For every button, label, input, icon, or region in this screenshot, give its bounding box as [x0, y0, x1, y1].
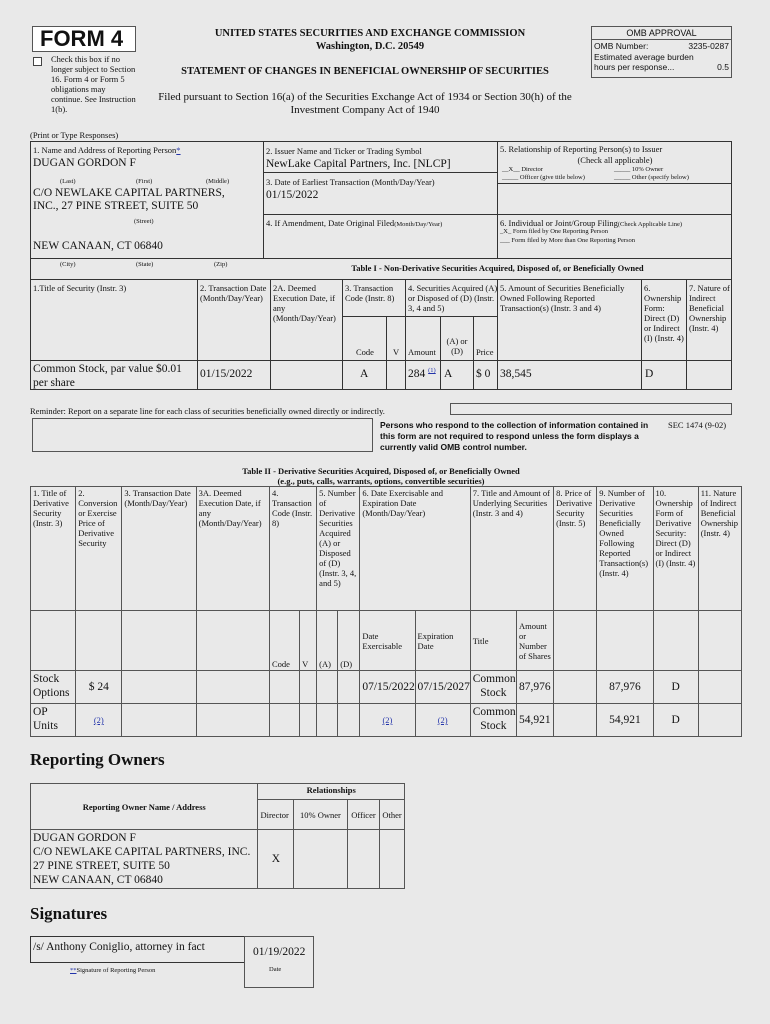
t1-price: Price — [476, 347, 494, 357]
print-or-type: (Print or Type Responses) — [30, 130, 119, 140]
statement-title: STATEMENT OF CHANGES IN BENEFICIAL OWNERSHIP OF SECURITIES — [181, 66, 549, 77]
t1-h2a: 2A. Deemed Execution Date, if any (Month/Day/Year) — [273, 283, 336, 323]
omb-title: OMB APPROVAL — [592, 27, 731, 40]
t2-h2: 2. Conversion or Exercise Price of Derivative Security — [76, 487, 122, 611]
t2-a: (A) — [317, 611, 338, 671]
address-line1: C/O NEWLAKE CAPITAL PARTNERS, — [33, 187, 225, 199]
table-row — [31, 704, 742, 737]
signature-footnote-link[interactable]: ** — [70, 967, 77, 974]
t2-h11: 11. Nature of Indirect Beneficial Ownership (Instr. 4) — [698, 487, 741, 611]
t2-r0-form: D — [653, 671, 698, 704]
zip-caption: (Zip) — [214, 261, 228, 268]
reporting-person-name: DUGAN GORDON F — [33, 157, 136, 169]
owner-line4: NEW CANAAN, CT 06840 — [33, 874, 163, 886]
t2-r1-utitle: Common Stock — [470, 704, 516, 737]
date-box — [244, 936, 314, 988]
reminder-field — [450, 403, 732, 415]
table2-subtitle: (e.g., puts, calls, warrants, options, convertible securities) — [277, 476, 485, 486]
table-row — [31, 671, 742, 704]
t2-title-col: Title — [470, 611, 516, 671]
box6-label: 6. Individual or Joint/Group Filing(Check Applicable Line) — [500, 218, 683, 228]
t2-v: V — [300, 611, 317, 671]
t2-r0-exp: 07/15/2027 — [415, 671, 470, 704]
t2-h8: 8. Price of Derivative Security (Instr. 5) — [554, 487, 597, 611]
t2-d: (D) — [338, 611, 360, 671]
t1-h3: 3. Transaction Code (Instr. 8) — [345, 283, 395, 303]
issuer-name: NewLake Capital Partners, Inc. [NLCP] — [266, 158, 451, 170]
t1-row-title: Common Stock, par value $0.01 per share — [33, 363, 182, 389]
t2-r0-uamount: 87,976 — [516, 671, 553, 704]
t2-amount-col: Amount or Number of Shares — [516, 611, 553, 671]
omb-number-value: 3235-0287 — [688, 41, 729, 51]
t2-r1-price-footnote-link[interactable]: (2) — [93, 715, 104, 725]
t1-row-form: D — [645, 368, 654, 380]
t2-code: Code — [269, 611, 299, 671]
omb-number-label: OMB Number: — [594, 41, 649, 51]
street-caption: (Street) — [134, 218, 154, 225]
omb-burden-label: Estimated average burden — [594, 52, 694, 62]
t1-row-date: 01/15/2022 — [200, 368, 253, 380]
omb-hours-row — [592, 62, 731, 72]
signatures-heading: Signatures — [30, 904, 108, 923]
form-label: FORM 4 — [40, 26, 124, 51]
t2-r0-owned: 87,976 — [597, 671, 653, 704]
filed-by-one-line[interactable]: _X_ Form filed by One Reporting Person — [500, 228, 608, 235]
ten-percent-owner-checkline[interactable]: _____ 10% Owner — [614, 166, 664, 173]
t1-h4: 4. Securities Acquired (A) or Disposed of (D) (Instr. 3, 4 and 5) — [408, 283, 498, 313]
agency-city: Washington, D.C. 20549 — [315, 41, 425, 52]
box2-label: 2. Issuer Name and Ticker or Trading Symbol — [266, 146, 422, 156]
city-line: NEW CANAAN, CT 06840 — [33, 240, 163, 252]
t2-h4: 4. Transaction Code (Instr. 8) — [269, 487, 316, 611]
t2-h3: 3. Transaction Date (Month/Day/Year) — [122, 487, 196, 611]
director-checkline[interactable]: __X__ Director — [502, 166, 543, 173]
reporting-owners-heading: Reporting Owners — [30, 750, 165, 769]
t2-h9: 9. Number of Derivative Securities Beneficially Owned Following Reported Transaction(s) (Instr. 4) — [597, 487, 653, 611]
box3-label: 3. Date of Earliest Transaction (Month/Day/Year) — [266, 177, 435, 187]
box5-label: 5. Relationship of Reporting Person(s) to Issuer — [500, 144, 663, 154]
t2-r1-title: OP Units — [31, 704, 76, 737]
owner-line3: 27 PINE STREET, SUITE 50 — [33, 860, 170, 872]
t1-row-ad: A — [444, 368, 453, 380]
table1-title: Table I - Non-Derivative Securities Acquired, Disposed of, or Beneficially Owned — [351, 263, 644, 273]
other-checkline[interactable]: _____ Other (specify below) — [614, 174, 689, 181]
t2-h1: 1. Title of Derivative Security (Instr. 3) — [31, 487, 76, 611]
t2-r0-price: $ 24 — [76, 671, 122, 704]
owner-name-header: Reporting Owner Name / Address — [31, 784, 258, 830]
officer-header: Officer — [347, 800, 380, 830]
t2-h6: 6. Date Exercisable and Expiration Date (Month/Day/Year) — [360, 487, 470, 611]
omb-number-row — [592, 40, 731, 52]
t1-h2: 2. Transaction Date (Month/Day/Year) — [200, 283, 267, 303]
omb-hours-value: 0.5 — [717, 62, 729, 72]
reporting-owners-table — [30, 783, 405, 889]
t2-r0-title: Stock Options — [31, 671, 76, 704]
owner-line2: C/O NEWLAKE CAPITAL PARTNERS, INC. — [33, 846, 251, 858]
t2-h7: 7. Title and Amount of Underlying Securities (Instr. 3 and 4) — [470, 487, 553, 611]
other-header: Other — [380, 800, 405, 830]
table2-title: Table II - Derivative Securities Acquired, Disposed of, or Beneficially Owned — [242, 466, 520, 476]
no-longer-subject-checkbox[interactable] — [33, 57, 42, 66]
address-line2: INC., 27 PINE STREET, SUITE 50 — [33, 200, 199, 212]
box4-label: 4. If Amendment, Date Original Filed(Month/Day/Year) — [266, 218, 443, 228]
blank-field — [32, 418, 373, 452]
director-mark: X — [258, 830, 294, 889]
t2-r1-exp-footnote-link[interactable]: (2) — [437, 715, 448, 725]
owner-address-cell — [31, 830, 258, 889]
middle-caption: (Middle) — [206, 178, 230, 185]
filed-by-more-line[interactable]: ___ Form filed by More than One Reporting Person — [500, 237, 636, 244]
sec-code: SEC 1474 (9-02) — [668, 420, 727, 430]
t2-exp: Expiration Date — [415, 611, 470, 671]
t2-r0-date-ex: 07/15/2022 — [360, 671, 415, 704]
officer-checkline[interactable]: _____ Officer (give title below) — [502, 174, 585, 181]
signature-caption: **Signature of Reporting Person — [70, 967, 156, 974]
t2-r0-utitle: Common Stock — [470, 671, 516, 704]
filed-pursuant-line2: Investment Company Act of 1940 — [290, 104, 440, 116]
date-caption: Date — [269, 966, 282, 973]
t1-v: V — [393, 347, 400, 357]
t2-h3a: 3A. Deemed Execution Date, if any (Month/Day/Year) — [196, 487, 269, 611]
owner-line1: DUGAN GORDON F — [33, 832, 136, 844]
relationships-header: Relationships — [258, 784, 405, 800]
t2-r1-owned: 54,921 — [597, 704, 653, 737]
signature-text: /s/ Anthony Coniglio, attorney in fact — [33, 941, 205, 953]
table2 — [30, 486, 742, 737]
reminder: Reminder: Report on a separate line for each class of securities beneficially owned directly or indirectly. — [30, 406, 385, 416]
city-caption: (City) — [60, 261, 76, 268]
omb-approval-box — [591, 26, 732, 78]
earliest-transaction-date: 01/15/2022 — [266, 189, 319, 201]
omb-hours-label: hours per response... — [594, 62, 675, 72]
t1-code: Code — [356, 347, 374, 357]
t2-h10: 10. Ownership Form of Derivative Security: Direct (D) or Indirect (I) (Instr. 4) — [653, 487, 698, 611]
filed-pursuant-line1: Filed pursuant to Section 16(a) of the Securities Exchange Act of 1934 or Section 30(h) of the — [158, 91, 572, 103]
t1-row-price: $ 0 — [476, 368, 491, 380]
box1-asterisk-link[interactable]: * — [176, 145, 181, 155]
t2-r1-date-ex-footnote-link[interactable]: (2) — [382, 715, 393, 725]
t2-h5: 5. Number of Derivative Securities Acquired (A) or Disposed of (D) (Instr. 3, 4, and 5) — [317, 487, 360, 611]
t1-h5: 5. Amount of Securities Beneficially Owned Following Reported Transaction(s) (Instr. 3 and 4) — [500, 283, 625, 313]
t1-aord: (A) or (D) — [446, 336, 468, 356]
t1-row-amount: 284 $^{(1)}$ — [408, 367, 436, 380]
t1-h7: 7. Nature of Indirect Beneficial Ownership (Instr. 4) — [689, 283, 730, 333]
ten-owner-header: 10% Owner — [294, 800, 347, 830]
t1-footnote-1-link[interactable]: (1) — [428, 367, 436, 375]
checkbox-note: Check this box if no longer subject to Section 16. Form 4 or Form 5 obligations may continue. See Instruction 1(b). — [51, 54, 136, 114]
t2-date-ex: Date Exercisable — [360, 611, 415, 671]
t1-row-code: A — [360, 368, 369, 380]
t1-h1: 1.Title of Security (Instr. 3) — [33, 283, 127, 293]
first-caption: (First) — [136, 178, 153, 185]
t1-row-owned: 38,545 — [500, 368, 532, 380]
t1-amount: Amount — [408, 347, 436, 357]
t2-r1-form: D — [653, 704, 698, 737]
t1-h6: 6. Ownership Form: Direct (D) or Indirect (I) (Instr. 4) — [644, 283, 684, 343]
state-caption: (State) — [136, 261, 154, 268]
t2-r1-uamount: 54,921 — [516, 704, 553, 737]
agency-name: UNITED STATES SECURITIES AND EXCHANGE COMMISSION — [214, 28, 526, 39]
signature-date: 01/19/2022 — [253, 946, 306, 958]
last-caption: (Last) — [60, 178, 76, 185]
persons-respond-note: Persons who respond to the collection of information contained in this form are not required to respond unless the form displays a currently valid OMB control number. — [380, 420, 649, 452]
box1-label: 1. Name and Address of Reporting Person* — [33, 145, 181, 155]
box5-sub: (Check all applicable) — [577, 155, 653, 165]
director-header: Director — [258, 800, 294, 830]
